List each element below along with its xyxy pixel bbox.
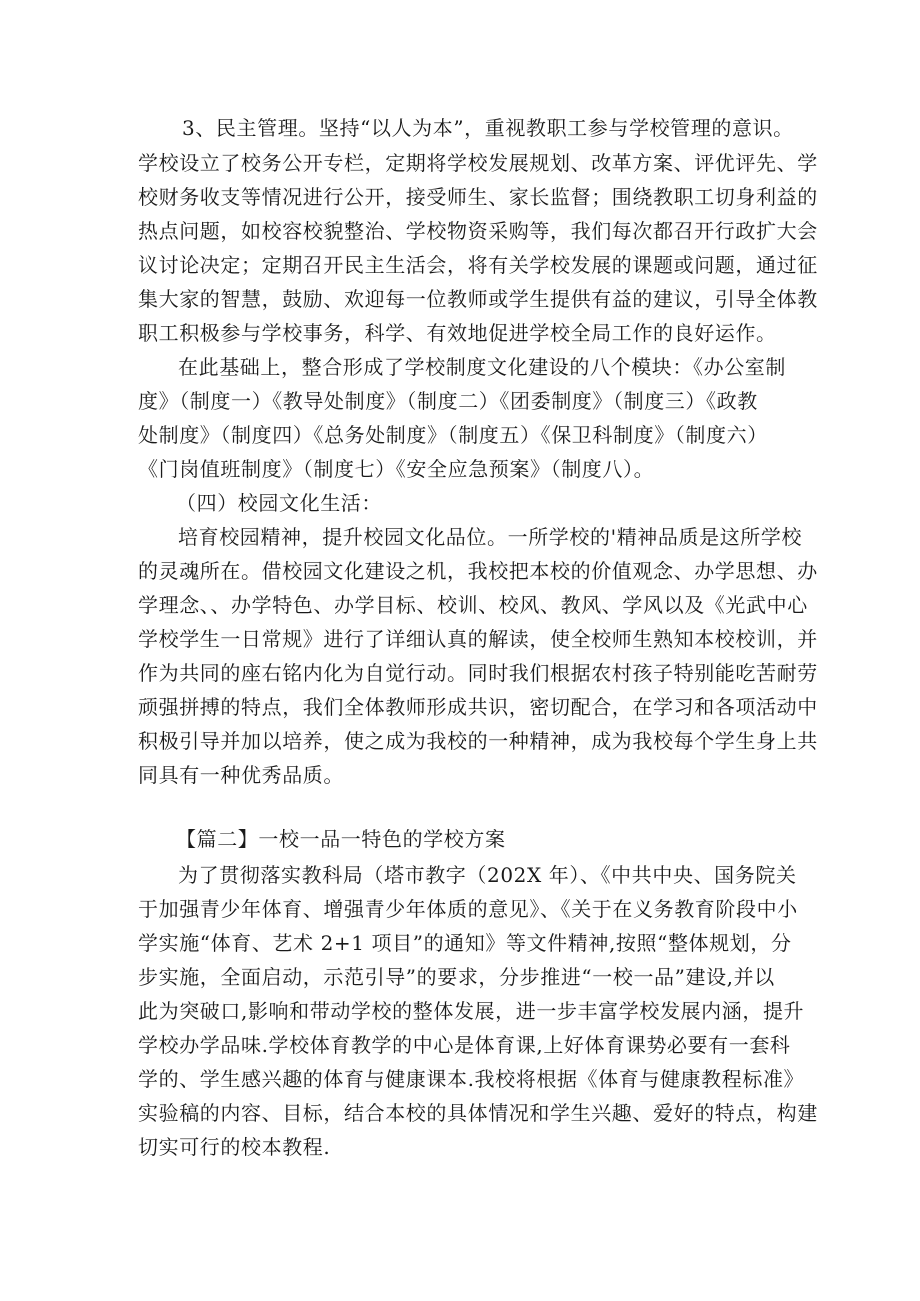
text-line: 集大家的智慧，鼓励、欢迎每一位教师或学生提供有益的建议，引导全体教 xyxy=(138,287,818,311)
text-line: 步实施，全面启动，示范引导”的要求，分步推进“一校一品”建设,并以 xyxy=(138,965,775,989)
text-line: 学校设立了校务公开专栏，定期将学校发展规划、改革方案、评优评先、学 xyxy=(138,151,818,175)
text-line: 学实施“体育、艺术 2+1 项目”的通知》等文件精神,按照“整体规划，分 xyxy=(138,931,792,955)
text-line: 议讨论决定；定期召开民主生活会，将有关学校发展的课题或问题，通过征 xyxy=(138,253,818,277)
text-line: 作为共同的座右铭内化为自觉行动。同时我们根据农村孩子特别能吃苦耐劳 xyxy=(138,661,818,685)
text-line: 的灵魂所在。借校园文化建设之机，我校把本校的价值观念、办学思想、办 xyxy=(138,559,818,583)
text-line: 处制度》（制度四）《总务处制度》（制度五）《保卫科制度》（制度六） xyxy=(138,423,768,447)
text-line: 切实可行的校本教程. xyxy=(138,1135,331,1159)
section-heading-campus-life: （四）校园文化生活： xyxy=(176,491,382,515)
text-line: 校财务收支等情况进行公开，接受师生、家长监督；围绕教职工切身利益的 xyxy=(138,185,818,209)
text-line: 度》（制度一）《教导处制度》（制度二）《团委制度》（制度三）《政教 xyxy=(138,389,758,413)
text-line: 于加强青少年体育、增强青少年体质的意见》、《关于在义务教育阶段中小 xyxy=(138,897,798,921)
text-line: 职工积极参与学校事务，科学、有效地促进学校全局工作的良好运作。 xyxy=(138,321,777,345)
text-line: 学校学生一日常规》进行了详细认真的解读，使全校师生熟知本校校训，并 xyxy=(138,627,818,651)
text-line: 为了贯彻落实教科局（塔市教字（202X 年）、《中共中央、国务院关 xyxy=(178,863,797,887)
text-line: 《门岗值班制度》（制度七）《安全应急预案》（制度八）。 xyxy=(138,457,655,481)
text-line: 学校办学品味.学校体育教学的中心是体育课,上好体育课势必要有一套科 xyxy=(138,1033,791,1057)
text-line: 此为突破口,影响和带动学校的整体发展，进一步丰富学校发展内涵，提升 xyxy=(138,999,805,1023)
text-line: 3、民主管理。坚持“以人为本”，重视教职工参与学校管理的意识。 xyxy=(182,116,794,140)
text-line: 实验稿的内容、目标，结合本校的具体情况和学生兴趣、爱好的特点，构建 xyxy=(138,1101,818,1125)
text-line: 培育校园精神，提升校园文化品位。一所学校的'精神品质是这所学校 xyxy=(178,525,803,549)
section-heading-part2: 【篇二】一校一品一特色的学校方案 xyxy=(176,827,506,851)
text-line: 积极引导并加以培养，使之成为我校的一种精神，成为我校每个学生身上共 xyxy=(138,729,818,753)
text-line: 同具有一种优秀品质。 xyxy=(138,763,344,787)
text-line: 在此基础上，整合形成了学校制度文化建设的八个模块：《办公室制 xyxy=(178,355,786,379)
text-line: 学的、学生感兴趣的体育与健康课本.我校将根据《体育与健康教程标准》 xyxy=(138,1067,805,1091)
text-line: 顽强拼搏的特点，我们全体教师形成共识，密切配合，在学习和各项活动中 xyxy=(138,695,818,719)
text-line: 热点问题，如校容校貌整治、学校物资采购等，我们每次都召开行政扩大会 xyxy=(138,219,818,243)
text-line: 学理念、、办学特色、办学目标、校训、校风、教风、学风以及《光武中心 xyxy=(138,593,808,617)
